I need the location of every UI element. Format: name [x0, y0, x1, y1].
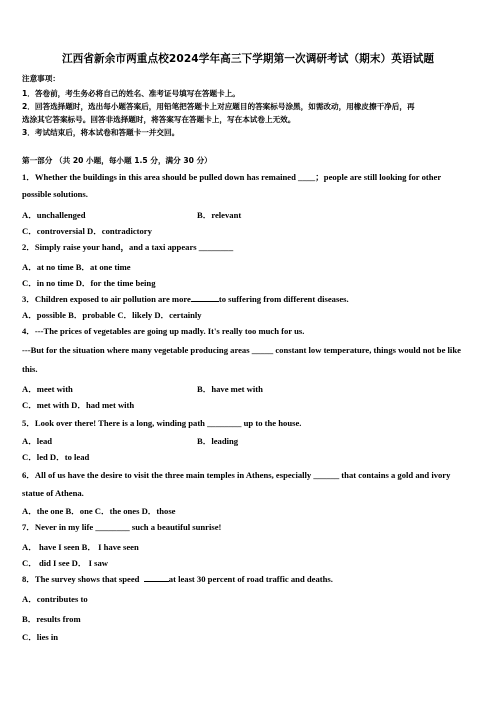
q8-stem — [22, 573, 333, 585]
q7-options-cd: C． did I see D． I saw — [22, 558, 108, 568]
notice-item-1: 1．答卷前，考生务必将自己的姓名、准考证号填写在答题卡上。 — [22, 89, 240, 98]
q5-options-cd: C．led D．to lead — [22, 452, 90, 462]
q8-option-b: B．results from — [22, 614, 81, 624]
q8-option-c: C．lies in — [22, 632, 59, 642]
q8-blank — [144, 574, 169, 582]
q7-stem: 7．Never in my life ________ such a beautiful sunrise! — [22, 522, 222, 532]
q8-option-a: A．contributes to — [22, 594, 88, 604]
q4-option-a: A．meet with — [22, 384, 73, 394]
q3-stem-post: to suffering from different diseases. — [218, 294, 349, 304]
q4-options-cd: C．met with D．had met with — [22, 400, 135, 410]
q2-options-ab: A．at no time B．at one time — [22, 262, 131, 272]
q4-stem: 4．---The prices of vegetables are going up madly. It's really too much for us. — [22, 326, 305, 336]
q3-options: A．possible B．probable C．likely D．certainly — [22, 310, 202, 320]
q3-stem-pre: 3．Children exposed to air pollution are more — [22, 294, 191, 304]
q6-options: A．the one B．one C．the ones D．those — [22, 506, 176, 516]
q8-stem-pre: 8．The survey shows that speed — [22, 574, 140, 584]
notice-item-3: 3．考试结束后，将本试卷和答题卡一并交回。 — [22, 128, 180, 137]
section-heading: 第一部分 （共 20 小题，每小题 1.5 分，满分 30 分） — [22, 156, 212, 165]
q1-options-cd: C．controversial D．contradictory — [22, 226, 152, 236]
q3-stem — [22, 293, 349, 305]
q1-option-b: B．relevant — [197, 210, 242, 220]
q4-option-b: B．have met with — [197, 384, 263, 394]
q1-stem-cont: possible solutions. — [22, 189, 88, 199]
q7-options-ab: A． have I seen B． I have seen — [22, 542, 139, 552]
notice-item-2-cont: 选涂其它答案标号。回答非选择题时，将答案写在答题卡上，写在本试卷上无效。 — [22, 115, 296, 124]
q3-blank — [191, 294, 219, 302]
q2-options-cd: C．in no time D．for the time being — [22, 278, 156, 288]
page-title: 江西省新余市两重点校2024学年高三下学期第一次调研考试（期末）英语试题 — [61, 53, 435, 65]
q5-option-b: B．leading — [197, 436, 239, 446]
q6-stem-cont: statue of Athena. — [22, 488, 84, 498]
q2-stem: 2．Simply raise your hand，and a taxi appears ________ — [22, 242, 234, 252]
q8-stem-post: at least 30 percent of road traffic and deaths. — [168, 574, 333, 584]
q4-stem-end: this. — [22, 364, 38, 374]
notice-heading: 注意事项： — [22, 74, 60, 83]
q5-stem: 5．Look over there! There is a long, winding path ________ up to the house. — [22, 418, 302, 428]
q6-stem: 6．All of us have the desire to visit the three main temples in Athens, especially ______ that contains a gold and ivory — [22, 470, 451, 480]
q4-stem-cont: ---But for the situation where many vegetable producing areas _____ constant low temperature, things would not be like — [22, 345, 461, 355]
q1-option-a: A．unchallenged — [22, 210, 86, 220]
notice-item-2: 2．回答选择题时，选出每小题答案后，用铅笔把答题卡上对应题目的答案标号涂黑，如需改动，用橡皮擦干净后，再 — [22, 102, 415, 111]
q1-stem: 1．Whether the buildings in this area should be pulled down has remained ____；people are still looking for other — [22, 172, 442, 182]
q5-option-a: A．lead — [22, 436, 53, 446]
